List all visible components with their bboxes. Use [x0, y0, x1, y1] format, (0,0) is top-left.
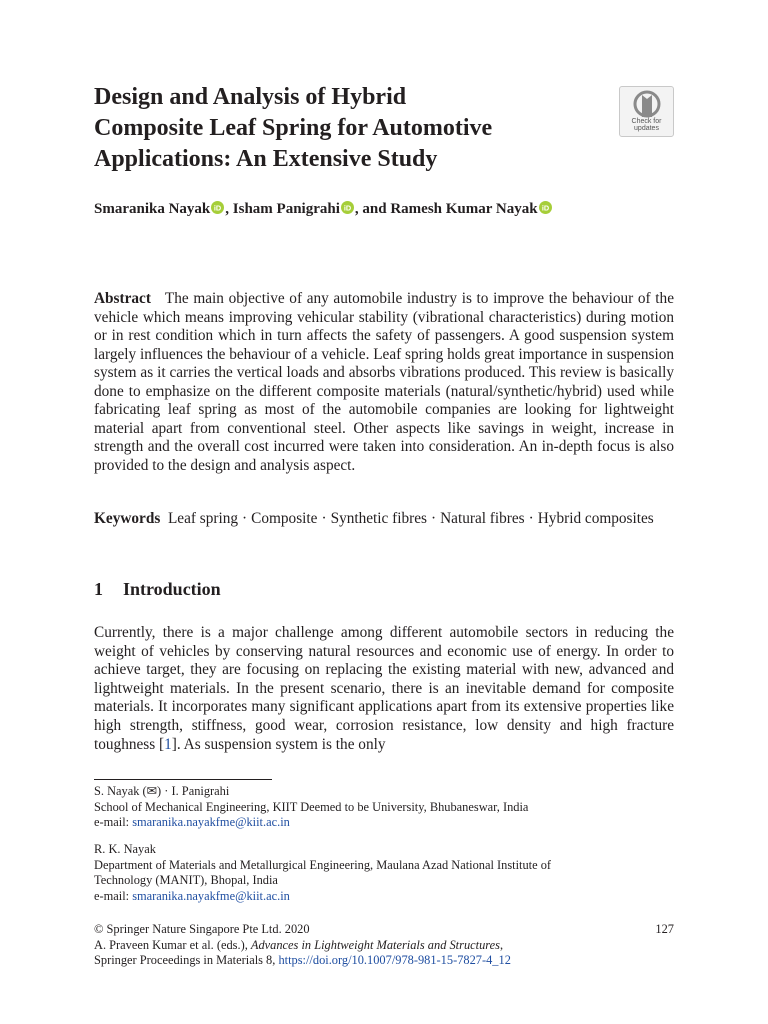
email-link[interactable]: smaranika.nayakfme@kiit.ac.in [132, 888, 290, 903]
email-label: e-mail: [94, 815, 133, 830]
keyword-separator: · [321, 510, 327, 527]
footnote-authors: S. Nayak (✉) · I. Panigrahi [94, 784, 230, 798]
copyright-line: © Springer Nature Singapore Pte Ltd. 2020 [94, 922, 310, 936]
keywords-label: Keywords [94, 510, 161, 527]
orcid-icon[interactable] [539, 201, 552, 214]
orcid-icon[interactable] [341, 201, 354, 214]
series-text: Springer Proceedings in Materials 8, [94, 953, 279, 968]
section-heading [94, 578, 221, 600]
footnote-affiliation: Technology (MANIT), Bhopal, India [94, 873, 278, 888]
abstract-text: The main objective of any automobile industry is to improve the behaviour of the vehicle which means improving vehicular stability (vibrational characteristics) during motion or in rest condition which in turn affects the safety of passengers. A good suspension system largely influences the behaviour of a vehicle. Leaf spring holds great importance in suspension system as it carries the vertical loads and absorbs vibrations produced. This review is basically done to emphasize on the different composite materials (natural/synthetic/hybrid) used while fabricating leaf spring as most of the automobile companies are looking for lightweight material apart from conventional steel. Other aspects like savings in weight, increase in strength and the overall cost incurred were taken into consideration. An in-depth focus is also provided to the design and analysis aspect. [94, 290, 674, 474]
keyword: Synthetic fibres [330, 510, 427, 527]
author-list [94, 199, 553, 219]
badge-line: updates [634, 125, 659, 132]
keyword-separator: · [242, 510, 248, 527]
svg-text:iD: iD [214, 203, 222, 213]
editors-text: A. Praveen Kumar et al. (eds.), [94, 937, 251, 952]
author-name: Smaranika Nayak [94, 201, 211, 217]
intro-paragraph [94, 624, 674, 754]
intro-text: Currently, there is a major challenge among different automobile sectors in reducing the weight of vehicles by conserving natural resources and economic use of energy. In order to achieve target, they are focusing on replacing the existing material with new, advanced and lightweight materials. In the present scenario, there is an inevitable demand for composite materials. It incorporates many significant applications apart from its extensive properties like high strength, stiffness, good wear, corrosion resistance, low density and high fracture toughness [ [94, 624, 674, 753]
citation-link[interactable]: 1 [164, 735, 172, 753]
paper-title [94, 82, 614, 175]
keyword: Hybrid composites [537, 510, 654, 527]
author-separator: , [225, 201, 233, 217]
keyword-separator: · [528, 510, 534, 527]
section-number: 1 [94, 579, 103, 599]
keyword-separator: · [431, 510, 437, 527]
author-name: Ramesh Kumar Nayak [390, 201, 538, 217]
email-label: e-mail: [94, 888, 133, 903]
footnote-affiliation: School of Mechanical Engineering, KIIT Deemed to be University, Bhubaneswar, India [94, 799, 529, 814]
section-title: Introduction [123, 579, 221, 599]
author-separator: , and [354, 201, 391, 217]
check-for-updates-button[interactable] [619, 86, 674, 137]
abstract-label: Abstract [94, 290, 151, 307]
title-line: Applications: An Extensive Study [94, 146, 438, 172]
footnote-divider [94, 779, 272, 780]
orcid-icon[interactable] [211, 201, 224, 214]
doi-link[interactable]: https://doi.org/10.1007/978-981-15-7827-4_12 [278, 953, 511, 968]
keyword: Leaf spring [167, 510, 239, 527]
abstract [94, 290, 674, 475]
publication-footer [94, 922, 674, 969]
author-name: Isham Panigrahi [232, 201, 340, 217]
check-for-updates-icon [632, 90, 662, 118]
footnote-block [94, 842, 674, 904]
svg-text:iD: iD [343, 203, 352, 213]
email-link[interactable]: smaranika.nayakfme@kiit.ac.in [132, 815, 290, 830]
footnote-block [94, 784, 674, 831]
keyword: Natural fibres [440, 510, 525, 527]
title-line: Design and Analysis of Hybrid [94, 84, 407, 110]
footnote-authors: R. K. Nayak [94, 842, 156, 856]
keywords [94, 510, 674, 529]
badge-line: Check for [631, 118, 662, 125]
keyword: Composite [251, 510, 318, 527]
intro-text: ]. As suspension system is the only [171, 735, 386, 753]
editors-suffix: , [499, 937, 504, 952]
title-line: Composite Leaf Spring for Automotive [94, 115, 493, 141]
page-number: 127 [655, 922, 674, 936]
footnote-affiliation: Department of Materials and Metallurgical Engineering, Maulana Azad National Institute of [94, 857, 552, 872]
svg-text:iD: iD [541, 203, 549, 213]
book-title: Advances in Lightweight Materials and Structures [250, 937, 500, 952]
